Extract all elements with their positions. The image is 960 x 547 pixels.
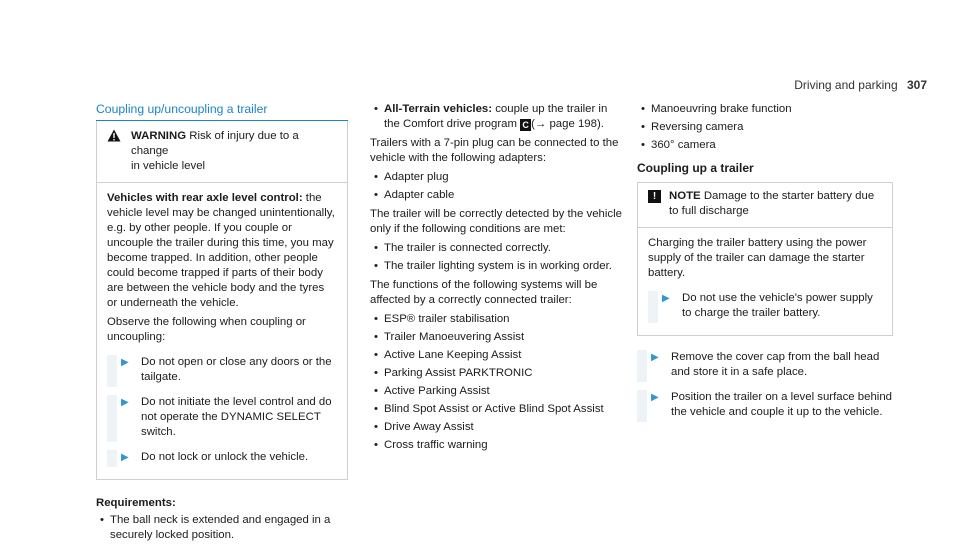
list-item: • 360° camera [637,138,893,153]
allterrain-list [370,102,622,132]
allterrain-text: couple up the trailer in the Comfort drive program [384,103,608,130]
systems-list-continued [637,102,893,153]
coupling-up-title: Coupling up a trailer [637,161,754,175]
list-item: • The trailer lighting system is in working order. [370,259,622,274]
detect-intro: The trailer will be correctly detected by the vehicle only if the following conditions are met: [370,208,622,235]
list-item: • Trailer Manoeuvering Assist [370,330,622,345]
warning-step-text: Do not initiate the level control and do not operate the DYNAMIC SELECT switch. [141,396,332,438]
page-number: 307 [906,78,927,92]
list-item [370,102,622,132]
note-step [648,291,882,321]
list-item: • ESP® trailer stabilisation [370,312,622,327]
functions-intro: The functions of the following systems will be affected by a correctly connected trailer: [370,279,598,306]
coupling-step-text: Remove the cover cap from the ball head and store it in a safe place. [671,351,880,378]
list-item: • Active Lane Keeping Assist [370,348,622,363]
warning-triangle-icon [107,129,123,174]
note-label: NOTE [669,190,701,202]
warning-step-text: Do not lock or unlock the vehicle. [141,451,309,463]
section-title: Coupling up/uncoupling a trailer [96,102,348,121]
warning-paragraph-1 [107,191,337,311]
column-3 [637,100,893,426]
requirements-title: Requirements: [96,497,176,509]
list-item: • The trailer is connected correctly. [370,241,622,256]
list-item: • Drive Away Assist [370,420,622,435]
warning-step [107,450,337,465]
warning-text-1: Risk of injury due to a change [131,130,299,157]
step-arrow-icon: ▶ [662,293,670,304]
warning-label: WARNING [131,130,187,142]
step-arrow-icon: ▶ [121,397,129,408]
coupling-step-text: Position the trailer on a level surface behind the vehicle and couple it up to the vehicle. [671,391,892,418]
warning-box [96,121,348,480]
adapters-list [370,170,622,203]
list-item: • Cross traffic warning [370,438,622,453]
warning-step [107,395,337,440]
step-arrow-icon: ▶ [651,392,659,403]
list-item: • The ball neck is extended and engaged in a securely locked position. [96,513,348,543]
rear-axle-text: the vehicle level may be changed unintentionally, e.g. by other people. If you couple or uncouple the trailer during this time, you may become trapped. In addition, other people could become trapped if parts of their body are between the vehicle body and the tyres or underneath the vehicle. [107,192,335,309]
allterrain-label: All-Terrain vehicles: [384,103,493,115]
note-step-text: Do not use the vehicle's power supply to charge the trailer battery. [682,292,873,319]
column-2 [370,100,622,457]
page-reference-link[interactable]: (→ page 198). [531,118,604,130]
list-item: • Adapter plug [370,170,622,185]
note-box [637,182,893,336]
rear-axle-label: Vehicles with rear axle level control: [107,192,303,204]
list-item: • Reversing camera [637,120,893,135]
systems-list [370,312,622,453]
list-item: • Parking Assist PARKTRONIC [370,366,622,381]
column-1 [96,100,348,547]
coupling-step [637,350,893,380]
note-text-2: to full discharge [669,205,749,217]
list-item: • Blind Spot Assist or Active Blind Spot Assist [370,402,622,417]
note-text-1: Damage to the starter battery due [703,190,875,202]
note-header [638,183,892,228]
comfort-program-icon: C [520,119,531,131]
note-body [638,228,892,335]
header-section: Driving and parking [794,78,898,92]
requirements [96,496,348,543]
coupling-step [637,390,893,420]
warning-step-text: Do not open or close any doors or the tailgate. [141,356,332,383]
warning-text-2: in vehicle level [131,160,206,172]
requirements-list [96,513,348,543]
note-body-text: Charging the trailer battery using the power supply of the trailer can damage the starter battery. [648,237,867,279]
list-item: • Manoeuvring brake function [637,102,893,117]
page-header [794,78,927,93]
step-arrow-icon: ▶ [121,452,129,463]
list-item: • Active Parking Assist [370,384,622,399]
conditions-list [370,241,622,274]
adapters-intro: Trailers with a 7-pin plug can be connected to the vehicle with the following adapters: [370,137,619,164]
step-arrow-icon: ▶ [121,357,129,368]
list-item: • Adapter cable [370,188,622,203]
warning-step [107,355,337,385]
step-arrow-icon: ▶ [651,352,659,363]
warning-paragraph-2: Observe the following when coupling or uncoupling: [107,316,306,343]
warning-header [97,129,347,183]
exclamation-icon: ! [648,190,661,203]
